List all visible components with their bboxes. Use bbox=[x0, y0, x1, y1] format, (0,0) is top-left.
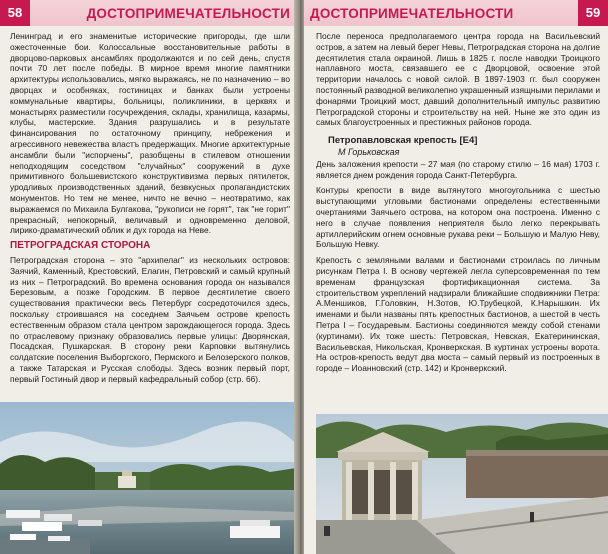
left-page-number: 58 bbox=[0, 0, 30, 26]
entry-metro-station: М Горьковская bbox=[338, 146, 400, 157]
left-page-header bbox=[0, 0, 296, 26]
entry-founding-date: День заложения крепости – 27 мая (по старому стилю – 16 мая) 1703 г. является днем рождения города Санкт-Петербурга. bbox=[316, 158, 600, 180]
right-page-number: 59 bbox=[578, 0, 608, 26]
left-page bbox=[0, 0, 296, 554]
right-paragraph-3: Крепость с земляными валами и бастионами строилась по личным рисункам Петра I. В основу чертежей легла суперсовременная по тем временам французская фортификационная система. За строительством укреплений надзирали ближайшие сподвижники Петра: А.Меншиков, Г.Головкин, Н.Зотов, Ю.Трубецкой, К.Нарышкин. Их именами и были названы пять крепостных бастионов, а шестой в честь Петра I – Государевым. Бастионы соединяются между собой стенами (куртинами). Их тоже шесть: Петровская, Невская, Екатерининская, Васильевская, Никольская, Кронверкская. В куртинах устроены ворота. На остров-крепость ведут два моста – самый первый из построенных в городе – Иоанновский (стр. 142) и Кронверкский. bbox=[316, 255, 600, 374]
left-header-title: ДОСТОПРИМЕЧАТЕЛЬНОСТИ bbox=[86, 5, 290, 21]
photo-river-embankment bbox=[0, 402, 296, 554]
right-paragraph-1: После переноса предполагаемого центра города на Васильевский остров, а затем на левый берег Невы, Петроградская сторона на долгие десятилетия стала окраиной. Лишь в 1825 г. после наводки Троицкого наплавного моста, связавшего ее с Дворцовой, освоение этой территории началось с новой силой. В 1897-1903 гг. был сооружен постоянный разводной великолепно украшенный изящными перилами и фонарями Троицкий мост, давший дополнительный импульс развитию Петроградской стороны и строительству на ней. Ныне же это один из самых благоустроенных и престижных районов города. bbox=[316, 31, 600, 128]
right-paragraph-2: Контуры крепости в виде вытянутого многоугольника с шестью выступающими угловыми бастионами определены естественными очертаниями Заячьего острова, на котором она построена. Именно с него в случае появления неприятеля было легко перекрывать артиллерийским огнем основные рукава реки – Большую и Малую Неву, Большую Невку. bbox=[316, 185, 600, 250]
entry-title-peter-paul-fortress: Петропавловская крепость [E4] bbox=[328, 135, 478, 147]
left-body-text bbox=[10, 31, 290, 385]
section-heading-petrogradskaya: ПЕТРОГРАДСКАЯ СТОРОНА bbox=[10, 240, 151, 252]
right-page bbox=[304, 0, 608, 554]
right-page-header bbox=[304, 0, 608, 26]
photo-fortress-gate bbox=[316, 414, 608, 554]
right-header-title: ДОСТОПРИМЕЧАТЕЛЬНОСТИ bbox=[310, 5, 514, 21]
left-paragraph-2: Петроградская сторона – это "архипелаг" из нескольких островов: Заячий, Каменный, Крестовский, Елагин, Петровский и самый крупный из них – Петроградский. Во времена основания города он назывался Березовым, а позже Городским. В первое десятилетие своего существования практически весь Петербург сосредоточился здесь, поскольку строившаяся на соседнем Заячьем острове крепость естественным образом стала центром зарождающегося города. Здесь по отраслевому признаку образовались первые улицы: Дворянская, Посадская, Пушкарская. В сторону реки Карповки вытянулись солдатские поселения Выборгского, Пермского и Белозерского полков, а также Татарская и Русская слободы. Здесь возник первый порт, первый Гостиный двор и первый кафедральный собор (стр. 66). bbox=[10, 254, 290, 384]
left-paragraph-1: Ленинград и его знаменитые исторические пригороды, где шли ожесточенные бои. Колоссальные восстановительные работы в дворцово-парковых ансамблях продолжаются и по сей день, спустя почти 70 лет после победы. В мирное время многие памятники архитектуры использовались, мягко выражаясь, не по назначению – во дворцах и особняках, гостиницах и банках были устроены коммунальные квартиры, больницы, поликлиники, в церквях и монастырях разместили госучреждения, склады, хранилища, казармы, клубы, мастерские. Здания разрушались и в результате финансирования по остаточному принципу, небрежения и агрессивного невежества властъ предержащих. Многие архитектурные ансамбли были "испорчены", разобщены в стилевом отношении неподходящим соседством "случайных" сооружений в духе примитивного большевистского конструктивизма первых пятилеток, уродливых производственных зданий, безвкусных пропагандистских монументов. Но тем не менее, ничто не вечно – неотвратимо, как выражаемся по Михаила Булгакова, "рукописи не горят", так "не горит" прекрасный, непокорный, величавый и одновременно деловой, лирико-драматический облик и дух города на Неве. bbox=[10, 31, 290, 236]
right-body-text bbox=[316, 31, 600, 374]
